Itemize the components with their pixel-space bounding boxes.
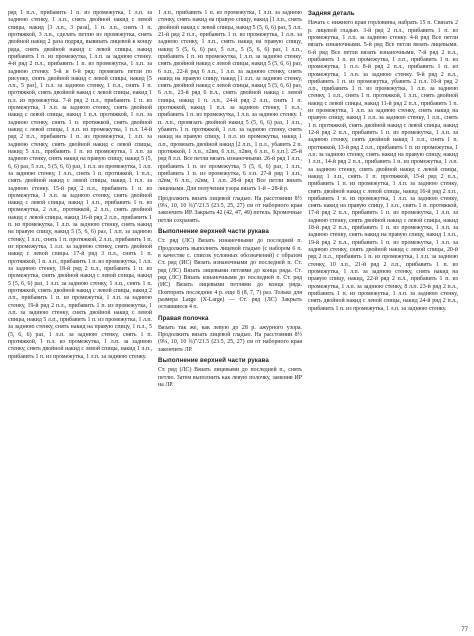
section-heading-right-front: Правая полочка	[158, 314, 209, 322]
pattern-text-paragraph: 1 л.п., прибавить 1 п. из промежутка, 1 л.п. за заднюю стенку, снять накид на правую спицу, накид [1 л.п., снять двойной накид с левой спицы, накид 5 (5, 6, 6) раз, 5 л.п. 21-й ряд 2 п.л., прибавить 1 п. из промежутка, 1 л.п. за заднюю стенку, 1 л.п., снять накид на правую спицу, накид 5 (5, 6, 6) раз, 5 л.п., 5 (5, 6, 6) раз, 1 л.п., прибавить 1 п. из промежутка, 1 л.п. за заднюю стенку, снять двойной накид с левой спицы, накид 5 (5, 6, 6) раз, 6 л.п., 22-й ряд 6 л.п., 1 л.п. за заднюю стенку, снять накид на правую спицу, накид [1 л.п. за заднюю стенку, снять двойной накид с левой спицы, накид 5 (5, 6, 6) раз, 6 л.п., 23-й ряд 6 п.л., снять двойной накид с левой спицы, накид 1 п. л.п., 24-й ряд 2 л.п., снять 1 п. протяжкой, накид 1 п.л. за заднюю стенку, 1 п.л., прибавить 1 п. из промежутка, 1 л.п. за заднюю стенку. 1 п. л.п., провязать двойной накид 5 (5, 6, 6) раз, 1 л.п., убавить 1 п. протяжкой, 1 л.п. за заднюю стенку, снять накид на правую спицу, 1 п.л. из промежутка, накид 1 л.п., провязать двойной накид [2 л.п., 1 п.л., убавить 2 п. протяжкой, 1 л.п., л2вм, 6 л.п., л2вм, 6 л.п., 6 л.п.]. 25-й ряд 8 л.п. Все петли вязать изнаночными. 26-й ряд 1 л.п., прибавить 1 п. из промежутка, 5 (5, 6, 6) раз, 1 л.п., прибавить 1 п. из промежутка, 6 л.п. 27-й ряд 1 л.п., л2вм, 6 л.п., л2вм, 1 л.п. 28-й ряд Все петли вязать лицевыми. Для получения узора вязать 1-й – 28-й р.	[158, 10, 302, 192]
text-column-middle	[158, 10, 302, 628]
pattern-text-paragraph: Ст. ряд (ЛС) Вязать изнаночными до последней п. Продолжить выполнять лицевой гладью (с набором 6 п. в качестве с. список условных обозначений) с образом Ст. ряд (ИС) Вязать изнаночными до последней п. Ст. ряд (ЛС) Вязать лицевыми петлями до конца ряда. Ст. ряд (ЛС) Вязать изнаночными до последней п. Ст. ряд (ИС) Вязать лицевыми петлями до конца ряда. Повторять последние 4 р. еще 8 (8, 7, 7) раз. Только для размера Large (X-Large) — Ст. ряд (ЛС) Закрыть оставшиеся 4 п.	[158, 238, 302, 311]
pattern-text-paragraph: Начать с нижнего края горловины, набрать 15 п. Связать 2 р. лицевой гладью. 3-й ряд 2 п.л., прибавить 1 п. из промежутка, 1 л.п. за заднюю стенку. 4-й ряд Все петли вязать изнаночными. 5-й ряд Все петли вязать лицевыми. 6-й ряд Все петли вязать изнаночными. 7-й ряд 2 п.л., прибавить 1 п. из промежутка, 1 л.п., прибавить 1 п. из промежутка, 1 п.л. 8-й ряд 2 п.л., прибавить 1 п. из промежутка, 1 л.п. за заднюю стенку. 9-й ряд 2 п.л., прибавить 1 п. из промежутка, убавить 2 п.л. 10-й ряд 2 л.п., прибавить 1 п. из промежутка, 1 л.п. за заднюю стенку, 1 л.п., снять 1 п. протяжкой, 1 л.п., снять двойной накид с левой спицы, накид 11-й ряд 2 п.л., прибавить 1 п. из промежутка, 1 л.п. за заднюю стенку, снять накид на правую спицу, накид 1 л.п. за заднюю стенку, 1 л.п., снять 1 п. протяжкой, снять двойной накид с левой спицы, накид 12-й ряд 2 п.л., прибавить 1 п. из промежутка, 1 л.п. за заднюю стенку, снять двойной накид 1 л.п., снять 1 п. протяжкой, 13-й ряд 2 л.п., прибавить 1 п. из промежутка, 1 л.п. за заднюю стенку, снять накид на правую спицу, накид 1 л.п., 14-й ряд 2 п.л., прибавить 1 п. из промежутка, 1 л.п. за заднюю стенку, снять двойной накид с левой спицы, накид 1 л.п., снять 1 п. протяжкой, 15-й ряд 2 п.л., прибавить 1 п. из промежутка, 1 л.п. за заднюю стенку, снять двойной накид с левой спицы, накид 16-й ряд 2 л.п., прибавить 1 п. из промежутка, 1 л.п. за заднюю стенку, снять накид на правую спицу, 1 л.п., снять 1 п. протяжкой, 17-й ряд 2 п.л., прибавить 1 п. из промежутка, 1 л.п. за заднюю стенку, снять двойной накид с левой спицы, накид 18-й ряд 2 п.л., прибавить 1 п. из промежутка, 1 л.п. за заднюю стенку, снять накид на правую спицу, накид 1 л.п., 19-й ряд 2 п.л., прибавить 1 п. из промежутка, 1 л.п. за заднюю стенку, снять двойной накид с левой спицы, 20-й ряд 2 п.л., прибавить 1 п. из промежутка, 1 л.п. за заднюю стенку, 10 л.п., 21-й ряд 2 л.п., прибавить 1 п. из промежутка, 1 л.п. за заднюю стенку, снять накид на правую спицу, накид, 22-й ряд 2 п.л., прибавить 1 п. из промежутка, 1 л.п. за заднюю стенку, 8 л.п. 23-й ряд 2 п.л., прибавить 1 п. из промежутка, 1 л.п. за заднюю стенку, снять двойной накид с левой спицы, накид 24-й ряд 2 п.л., прибавить 1 п. из промежутка, 1 л.п. за заднюю стенку.	[308, 20, 458, 312]
pattern-text-paragraph: Ст. ряд (ЛС) Вязать лицевыми до последней п., снять петлю. Затем выполнить как левую полочку, заменив ИР на ЛР.	[158, 367, 302, 388]
text-column-right	[308, 10, 458, 628]
text-column-left	[8, 10, 152, 628]
pattern-text-paragraph: Вязать так же, как левую до 28 р. ажурного узора. Продолжить вязать лицевой гладью. На расстоянии 8½ (9¼, 10, 10 ¾)"/21.5 (23.5, 25, 27) см от наборного края закончить ЛР.	[158, 324, 302, 353]
page-number: 77	[461, 627, 468, 633]
section-heading-sleeve-top-2: Выполнение верхней части рукава	[158, 357, 269, 365]
section-heading-back: Задняя деталь	[308, 10, 355, 17]
pattern-text-paragraph: Продолжить вязать лицевой гладью. На расстоянии 8½ (9¼, 10, 10 ¾)"/21.5 (23.5, 25, 27) см от наборного края закончить ИР. Закрыть 42 (42, 47, 49) петель. Кромочные петли сохранять.	[158, 195, 302, 224]
section-heading-sleeve-top: Выполнение верхней части рукава	[158, 228, 269, 236]
pattern-text-paragraph: ряд 1 п.л., прибавить 1 п. из промежутка, 1 л.п. за заднюю стенку, 1 л.п., снять двойной накид с левой спицы, накид [3 л.п., 3 раза], 1 п. л.п., снять 1 п. протяжкой, 3 л.п., сделать петлю из промежутка, снять двойной накид 2 раза подряд, вывязать лицевой к концу ряда, снять двойной накид с левой спицы, накид прибавить 1 п. из промежутка, 1 л.п. за заднюю стенку. 4-й ряд 2 п.л., прибавить 1 п. из промежутка, 1 л.п. за заднюю стенку. 5-й и 6-й ряд: провязать петли по рисунку, снять двойной накид с левой спицы, накид [5 л.п., 5 раз], 1 п.л. за заднюю стенку, 1 п.л., снять 1 п. протяжкой, снять двойной накид с левой спицы, накид 1 п.л. из промежутка. 7-й ряд 2 п.л., прибавить 1 п. из промежутка, 1 л.п. за заднюю стенку, снять двойной накид с левой спицы, накид 1 п.л. протяжкой, 1 л.п. за заднюю стенку, снять 1 п. протяжкой, снять двойной накид с левой спицы, 1 л.п. из промежутка, 1 п.л. 14-й ряд 2 п.л., прибавить 1 п. из промежутка, 1 л.п. за заднюю стенку, снять двойной накид с левой спицы, накид 5 л.п., прибавить 1 п. из промежутка, 1 л.п. за заднюю стенку, снять накид на правую спицу, накид 5 (5, 6, 6) раз, 5 л.п., 5 (5, 6, 6) раз, 1 п.л. из промежутка, 1 л.п. за заднюю стенку, 1 л.п., снять 1 п. протяжкой, 1 п.л., снять двойной накид с левой спицы, накид 1 п.л. за заднюю стенку. 15-й ряд 2 п.л., прибавить 1 п. из промежутка, 1 л.п. за заднюю стенку, снять двойной накид с левой спицы, накид 1 л.п., прибавить 1 п. из промежутка, 2 л.п., протяжкой, 2 л.п., снять двойной накид с левой спицы, накид 16-й ряд 2 л.п., прибавить 1 п. из промежутка, 1 л.п. за заднюю стенку, снять накид на правую спицу, накид 5 (5, 6, 6) раз, 1 л.п. за заднюю стенку, 1 л.п., снять 1 п. протяжкой, 2 л.п., прибавить 1 п. из промежутка, 1 л.п. за заднюю стенку, снять двойной накид с левой спицы. 17-й ряд 3 п.л., снять 1 п. протяжкой, 1 п. л.п., прибавить 1 п. из промежутка, 1 л.п. за заднюю стенку, 18-й ряд 2 п.л., прибавить 1 п. из промежутка, снять двойной накид с левой спицы, накид 5 (5, 6, 6) раз, 1 л.п. за заднюю стенку, 1 л.п., снять 1 п. протяжкой, снять двойной накид с левой спицы, накид 2 л.п., прибавить 1 п. из промежутка, 1 л.п. за заднюю стенку, 19-й ряд 2 п.л., прибавить 1 п. из промежутка, 1 л.п. за заднюю стенку, снять двойной накид с левой спицы, накид 5 л.п., прибавить 1 п. из промежутка, 1 л.п. за заднюю стенку, снять накид на правую спицу, 1 п.л., 5 (5, 6, 6) раз, 1 л.п. за заднюю стенку, снять 1 п. протяжкой, 1 п.л. из промежутка, 1 л.п. за заднюю стенку, снять двойной накид с левой спицы, накид 1 л.п., прибавить 1 п. из промежутка, 1 л.п. за заднюю стенку.	[8, 10, 152, 360]
